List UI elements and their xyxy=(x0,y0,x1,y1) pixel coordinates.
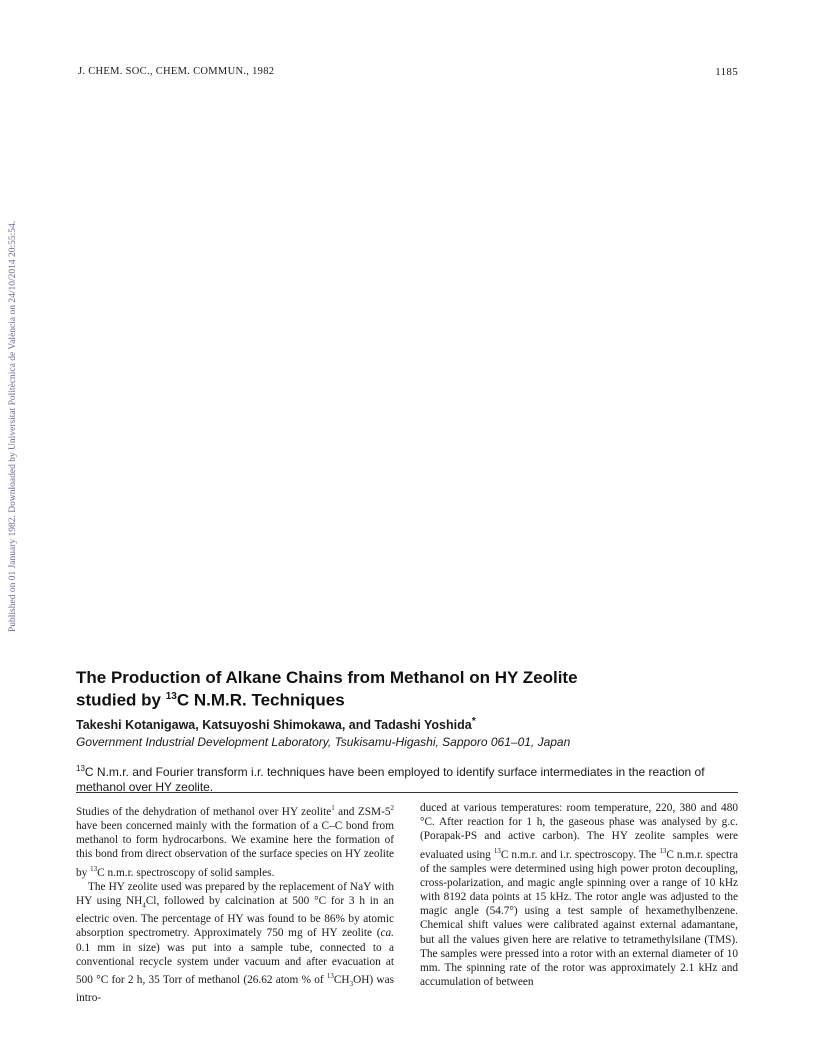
body-column-left xyxy=(76,801,394,1005)
text-run: Studies of the dehydration of methanol over HY zeolite xyxy=(76,805,332,818)
text-run: CH xyxy=(333,973,350,986)
abstract xyxy=(76,761,741,795)
paragraph-method xyxy=(76,880,394,1006)
affiliation: Government Industrial Development Laboratory, Tsukisamu-Higashi, Sapporo 061–01, Japan xyxy=(76,734,571,749)
download-watermark: Published on 01 January 1982. Downloaded by Universitat Politècnica de València on 24/10/2014 20:55:54. xyxy=(8,220,18,632)
article-title xyxy=(76,668,746,710)
latin-abbrev: ca. xyxy=(380,927,394,940)
article-header xyxy=(76,668,746,795)
paragraph-method-continued xyxy=(420,801,738,989)
title-line-1: The Production of Alkane Chains from Methanol on HY Zeolite xyxy=(76,668,578,687)
text-run: C n.m.r. spectra of the samples were determined using high power proton decoupling, cross-polarization, and magic angle spinning over a range of 10 kHz with 8192 data points at 15 kHz. The rotor angle was adjusted to the magic angle (54.7°) using a test sample of hexamethylbenzene. Chemical shift values were calibrated against external adamantane, but all the values given here are relative to tetramethylsilane (TMS). The samples were pressed into a rotor with an external diameter of 10 mm. The spinning rate of the rotor was approximately 2.1 kHz and accumulation of between xyxy=(420,848,738,989)
text-run: The HY zeolite used was prepared by the replacement of NaY with HY using NH xyxy=(76,880,394,907)
isotope-superscript: 13 xyxy=(493,846,501,855)
journal-citation: J. CHEM. SOC., CHEM. COMMUN., 1982 xyxy=(78,66,275,77)
isotope-superscript: 13 xyxy=(90,864,98,873)
isotope-superscript: 13 xyxy=(326,972,334,981)
subscript: 4 xyxy=(142,901,146,909)
isotope-superscript: 13 xyxy=(659,846,667,855)
reference-1[interactable]: 1 xyxy=(331,804,335,812)
abstract-superscript: 13 xyxy=(76,763,85,773)
author-list xyxy=(76,716,746,732)
authors-text: Takeshi Kotanigawa, Katsuyoshi Shimokawa, and Tadashi Yoshida xyxy=(76,717,472,732)
text-run: C n.m.r. spectroscopy of solid samples. xyxy=(97,866,275,879)
page-number: 1185 xyxy=(715,66,738,78)
corresponding-author-mark: * xyxy=(471,715,476,727)
title-line-2-pre: studied by xyxy=(76,690,166,710)
title-superscript: 13 xyxy=(165,691,177,702)
text-run: 0.1 mm in size) was put into a sample tube, connected to a conventional recycle system under vacuum and after evacuation at 500 °C for 2 h, 35 Torr of methanol (26.62 atom % of xyxy=(76,941,394,986)
abstract-text: C N.m.r. and Fourier transform i.r. techniques have been employed to identify surface intermediates in the reaction of methanol over HY zeolite. xyxy=(76,764,705,794)
text-run: duced at various temperatures: room temperature, 220, 380 and 480 °C. After reaction for 1 h, the gaseous phase was analysed by g.c. (Porapak-PS and active carbon). The HY zeolite samples were evaluated using xyxy=(420,802,738,861)
text-run: and ZSM-5 xyxy=(334,805,391,818)
reference-2[interactable]: 2 xyxy=(390,804,394,812)
body-column-right xyxy=(420,801,738,989)
text-run: C n.m.r. and i.r. spectroscopy. The xyxy=(500,848,660,861)
subscript: 3 xyxy=(349,980,354,989)
text-run: OH) was intro- xyxy=(76,973,394,1005)
header-divider xyxy=(76,792,738,793)
title-line-2-post: C N.M.R. Techniques xyxy=(176,690,345,710)
paragraph-intro xyxy=(76,801,394,880)
text-run: have been concerned mainly with the formation of a C–C bond from methanol to form hydrocarbons. We examine here the formation of this bond from direct observation of the surface species on HY zeolite by xyxy=(76,819,394,879)
text-run: Cl, followed by calcination at 500 °C for 3 h in an electric oven. The percentage of HY was found to be 86% by atomic absorption spectrometry. Approximately 750 mg of HY zeolite ( xyxy=(76,894,394,940)
